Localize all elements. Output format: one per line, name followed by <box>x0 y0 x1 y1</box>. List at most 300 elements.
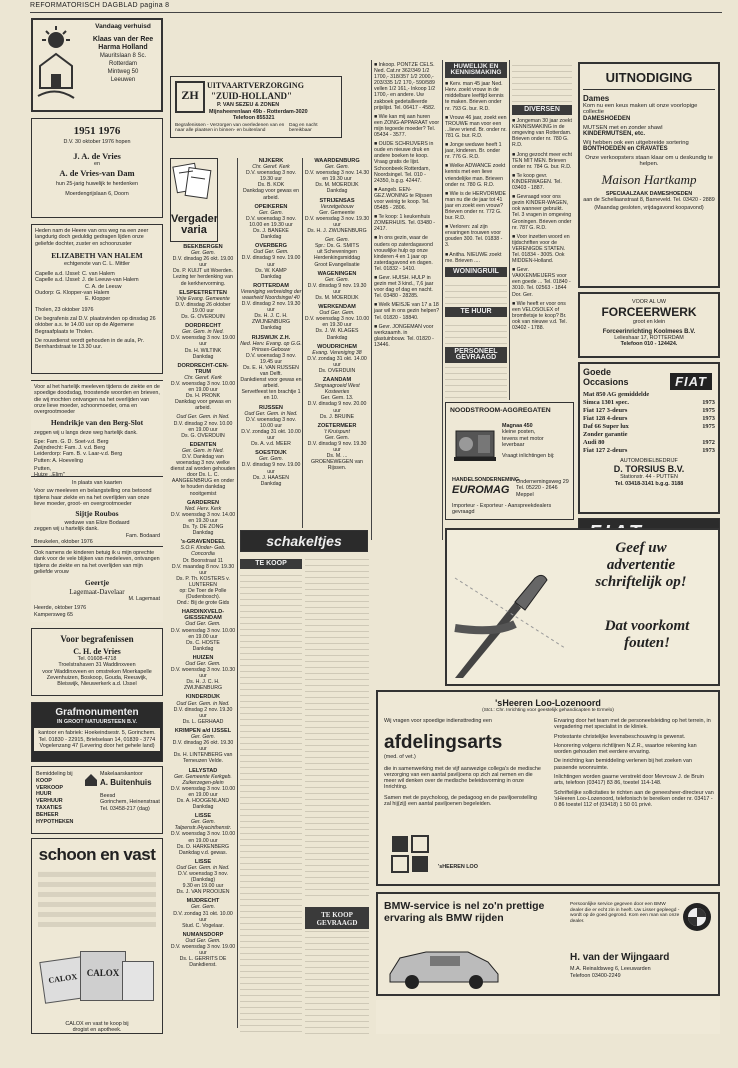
service-church: Chr. Geref. Kerk <box>252 164 290 171</box>
te-huur-text <box>445 320 507 344</box>
service-church: Ger. Gem. <box>324 164 350 171</box>
funeral-ad <box>31 628 163 696</box>
bodaard-place: Breukelen, oktober 1976 <box>34 539 93 546</box>
service-place: HARDINXVELD-GIESSENDAM <box>181 609 225 622</box>
anniv-name-1: J. A. de Vries <box>73 151 121 162</box>
woningruil-header: WONINGRUIL <box>445 267 507 277</box>
service-church: Ger. Gem. <box>258 456 284 463</box>
fiat-logo: FIAT <box>670 373 712 390</box>
huwelijk-header: HUWELIJK EN KENNISMAKING <box>445 62 507 78</box>
service-line: D.V. woensdag 3 nov. 19.30 uur <box>304 215 370 228</box>
service-church: Ned. Herv. Evang. op G.G. Prinses-Gebouw <box>240 340 302 353</box>
funeral-services-ad <box>170 76 342 138</box>
service-church: Oud Ger. Gem. in Ned. <box>244 410 298 417</box>
force-small: VOOR AL UW <box>632 299 666 305</box>
geef-l3: schriftelijk op! <box>595 574 687 590</box>
uitvaart-name: "ZUID-HOLLAND" <box>211 91 292 101</box>
geef-l5: fouten! <box>624 635 670 651</box>
geef-l4: Dat voorkomt <box>604 618 690 634</box>
service-line: Ds. A. HOOGENLAND <box>176 797 230 804</box>
uitvaart-note-2: Dag en nacht bereikbaar <box>289 123 318 134</box>
funeral-title: Voor begrafenissen <box>60 634 134 644</box>
vergader-header <box>170 158 218 242</box>
fiat-addr: Stationstr. 44 - PUTTEN <box>620 474 678 481</box>
service-entry <box>170 539 236 606</box>
service-line: Ds. P. KUIJT uit Woerden. <box>173 268 233 275</box>
geertje-name: Geertje <box>84 578 110 588</box>
service-church: Ger. Gem. in Ned. <box>182 329 224 336</box>
loo-right5: Inlichtingen worden gaarne verstrekt door Mevrouw J. de Bruin arts, telefoon (03417) 83 86, toestel 114-148. <box>554 774 704 787</box>
vergader-title: Vergader varia <box>171 213 219 236</box>
diversen-ad: ■ Jong gezocht meer echt TEN MIT MEN. Brieven onder nr. 784 G. bur. R.D. <box>512 151 572 170</box>
service-line: 9.30 en 19.00 uur <box>182 883 224 890</box>
service-line: Dankdag voor gewas en arbeid. <box>175 399 231 412</box>
bmw-car-icon <box>384 944 504 990</box>
classifieds-col-b <box>305 556 369 896</box>
calox-title: schoon en vast <box>38 845 156 864</box>
classified-ad: ■ In ons gezin, waar de ouders op zaterdagavond vrouwlijke hulp op onze kinderen 4 en 1 jaar op zaterdagavond en dagen. Tel. 01832 - 1410. <box>374 235 433 272</box>
bodaard-thanks: zeggen wij u hartelijk dank. <box>34 526 99 533</box>
buit-item-2: VERKOOP <box>36 784 63 791</box>
calox-footer-1: CALOX en vast te koop bij <box>65 1020 129 1027</box>
service-line: Ds. M. ... <box>326 453 348 460</box>
service-place: BEEKBERGEN <box>183 244 223 250</box>
fiat-occasion-row <box>583 439 715 447</box>
uitn-shop: SPECIAALZAAK DAMESHOEDEN <box>605 190 693 197</box>
classified-ad: ■ Gevr. HUISH. HULP in gezin met 3 kind., 7,6 jaar voor dag of dag en nacht. Tel. 03480 - 28285. <box>374 275 434 300</box>
col-rule-3 <box>371 60 372 540</box>
service-entry <box>304 198 370 235</box>
anniv-line: hun 25-jarig huwelijk te herdenken <box>55 180 139 187</box>
service-place: ZAANDAM <box>322 377 352 384</box>
classified-ad: ■ Te koop: 1 keukenhuis ZOMERHUIS. Tel. 03480 - 2417. <box>374 214 436 233</box>
fiat-car: Fiat 127 2-deurs <box>583 447 628 454</box>
service-entry <box>304 158 370 195</box>
calox-tube <box>122 961 154 1001</box>
thanks-geertje <box>31 546 163 622</box>
service-line: Dankdag <box>260 273 282 280</box>
service-line: Dankdag <box>192 645 214 652</box>
service-line: D.V. woensdag 3 nov. 19.45 uur <box>246 352 296 365</box>
zh-logo-icon: ZH <box>175 81 205 113</box>
nood-sub: Importeur - Exporteur - Aanspreekdealers gevraagd <box>452 503 552 516</box>
service-place: RIJSSEN <box>259 404 283 411</box>
service-entry <box>240 204 302 241</box>
loo-right4: De inrichting kan bemiddeling verlenen bij het zoeken van passende woonruimte. <box>554 758 692 771</box>
classified-ad: ■ Wie kan mij aan huren een ZONG-APPARAAT voor mijn tegoede moeder? Tel. 05434 - 3577. <box>374 113 440 139</box>
service-entry <box>170 728 236 765</box>
buit-addr: Beesd <box>100 793 116 799</box>
service-line: D.V. woensdag 3 nov. 14.30 en 19.30 uur <box>304 170 370 183</box>
fiat-title2: Occasions <box>583 377 629 387</box>
fiat-car: Simca 1301 spec. <box>583 399 629 406</box>
service-place: ROTTERDAM <box>253 282 289 289</box>
service-line: D.V. dinsdag 2 nov. 10.00 en 19.00 uur <box>173 420 233 433</box>
classifieds-col-4 <box>374 62 440 532</box>
service-place: NUMANSDORP <box>182 931 224 938</box>
obit-mail: De rouwdienst wordt gehouden in de aula, Pr. Bernhardstraat te 13.30 uur. <box>35 337 145 351</box>
fiat-dealer: D. TORSIUS B.V. <box>613 464 685 475</box>
anniv-years: 1951 1976 <box>73 125 121 137</box>
service-entry <box>170 898 236 928</box>
fiat-year: 1972 <box>702 439 715 446</box>
service-line: Dankdag <box>192 353 214 360</box>
service-line: Dankdag voor gewas en arbeid. <box>243 188 299 201</box>
te-huur-header: TE HUUR <box>445 307 507 317</box>
force-sub: groot en klein <box>632 319 666 326</box>
geef-advertentie-ad <box>445 528 720 686</box>
berg-family-4: Putten: A. Hoeveling <box>34 457 83 464</box>
obit-name: ELIZABETH VAN HALEM <box>51 250 143 260</box>
service-line: Ds. H. J. C. H. ZWIJNENBURG <box>183 679 223 692</box>
service-line: Ger. Gemeente <box>319 209 355 216</box>
classified-ad: ■ Welk MEISJE van 17 a 18 jaar wil in ons gezin helpen? Tel. 01820 - 18840. <box>374 302 440 321</box>
service-entry <box>240 405 302 448</box>
te-koop-gevraagd-header: TE KOOP GEVRAAGD <box>305 907 369 929</box>
fiat-tel: Tel. 03418-3141 b.g.g. 3188 <box>614 480 684 487</box>
service-church: Ger. Gem. <box>324 237 350 244</box>
service-place: WERKENDAM <box>318 304 356 311</box>
force-tel: Telefoon 010 - 124424. <box>620 341 678 348</box>
service-line: Ds. M. MOERDIJK <box>315 294 359 301</box>
te-koop-header: TE KOOP <box>240 559 302 569</box>
service-church: Vereniging verbreiding der waarheid Noordsingel 40 <box>240 288 302 301</box>
loo-desc2: Samen met de psycholoog, de pedagoog en de paviljoenstelling zal hij(zij) een aantal paviljoenen begeleiden. <box>384 794 537 808</box>
service-line: Ds. H. J. ZWIJNENBURG <box>307 228 367 235</box>
obit-intro: Heden nam de Heere van ons weg na een zeer langdurig doch geduldig gedragen lijden onze geliefde dochter, zuster en schoonzuster <box>35 228 149 247</box>
diversen-ad: ■ Wie heeft er voor ons een VELOSOLEX of bromfietsje te koop? Br. ook van nieuwe v.d. Tel. 03402 - 1788. <box>512 300 567 331</box>
service-line: Dankdag <box>260 325 282 332</box>
service-entry <box>304 237 370 267</box>
service-place: LELYSTAD <box>188 767 218 774</box>
graf-line-1: kantoor en fabriek: Hoekeindsestr. 5, Gorinchem. <box>38 730 156 737</box>
bodaard-name: Sijtje Roubos <box>75 509 119 519</box>
uitnodiging-ad <box>578 62 720 288</box>
service-line: Lezing ter herdenking van de kerkhervorming. <box>173 274 233 287</box>
service-line: Spr.: Ds. G. SMITS <box>314 243 360 250</box>
nood-line3: tevens met motor <box>502 435 544 442</box>
service-line: Ds. J. BANEKE <box>253 228 289 235</box>
bmw-text: Persoonlijke service gegeven door een BMW dealer die er echt zin in heeft. Uw Lisser gepleegd - wordt op de goed gegrond. Kom een man van onze dealer. <box>570 902 680 924</box>
uitvaart-title: UITVAARTVERZORGING <box>207 81 304 90</box>
service-place: DORDRECHT <box>185 323 221 330</box>
bmw-tel: Telefoon 03400-2249 <box>570 973 621 979</box>
uitn-line3: Wij hebben ook een uitgebreide sortering <box>583 139 689 146</box>
service-church: Ned. Herv. Kerk <box>184 505 222 512</box>
classifieds-col-c <box>305 930 369 1034</box>
funeral-name: C. H. de Vries <box>73 647 121 656</box>
service-place: GARDEREN <box>186 499 219 506</box>
buitenhuis-ad <box>31 766 163 834</box>
service-church: Ger. Gem. <box>190 904 216 911</box>
service-line: D.V. dinsdag 26 okt. 19.00 uur <box>172 256 234 269</box>
fiat-occasion-row <box>583 423 715 431</box>
geertje-street: Kampersweg 65 <box>34 611 73 618</box>
service-place: KINDERDIJK <box>185 694 221 701</box>
service-church: Oud Ger. Gem. <box>185 621 221 628</box>
service-entry <box>170 323 236 360</box>
service-place: RIJSWIJK Z.H. <box>251 334 291 341</box>
uitvaart-note: Begrafenissen - Verzorgen van overledenen van en naar alle plaatsen in binnen- en buitenland <box>175 123 285 134</box>
fiat-year: 1973 <box>702 415 715 422</box>
buit-name: A. Buitenhuis <box>100 778 152 787</box>
fiat-year: 1975 <box>702 407 715 414</box>
diversen-ad: ■ Voor inzetten woord en tijdschriften voor de VERENIGDE STATEN. Tel. 01834 - 3005. Ook MIDDEN-Holland. <box>512 233 570 265</box>
service-entry <box>170 290 236 320</box>
col-rule-5 <box>509 60 510 400</box>
service-line: Dankdag <box>326 334 348 341</box>
service-place: OPEIKEREN <box>254 203 288 210</box>
buit-item-6: BEHEER <box>36 811 59 818</box>
bmw-logo-icon <box>682 902 712 932</box>
fiat-occasions-ad <box>578 362 720 514</box>
diversen-ad: ■ Te koop gevr. KINDERWAGEN. Tel. 03403 - 1887. <box>512 172 562 192</box>
berg-intro: Voor al het hartelijk meeleven tijdens de ziekte en de spoedige doodsdag, troostende woorden en brieven, die wij mochten ontvangen na het overlijden van onze lieve moeder, schoonmoeder, oma en overgrootmoeder <box>34 384 160 416</box>
service-line: D.V. woensdag 3 nov. 10.00 en 19.30 uur <box>246 215 296 228</box>
service-line: D.V. zondag 31 okt. 10.00 uur <box>173 910 233 923</box>
service-church: Oud Ger. Gem. in Ned. <box>176 864 230 871</box>
funeral-addr: Troelstrahaven 31 Waddinxveen <box>58 662 136 669</box>
classified-ad: ■ Aangeb. EEN-GEZ.WONING te Rijssen voor weinig te koop. Tel. 05485 - 2806. <box>374 186 433 212</box>
service-church: Singraagroeid West Kosteeries <box>314 383 360 396</box>
service-entry <box>170 500 236 537</box>
service-church: Oud Ger. Gem. <box>253 249 289 256</box>
noodstroom-ad <box>445 402 574 520</box>
berg-thanks: zeggen wij u langs deze weg hartelijk dank. <box>34 430 138 437</box>
uitn-brand: Maison Hartkamp <box>601 171 697 187</box>
obit-relative-1: Capelle a.d. IJssel: C. van Halem <box>35 271 115 278</box>
service-line: D.V. dinsdag 2 nov. 19.30 uur <box>173 706 233 719</box>
fiat-occasion-row <box>583 415 715 423</box>
service-line: Ds. J. HAASEN <box>252 474 290 481</box>
bmw-dealer: H. van der Wijngaard <box>570 952 670 963</box>
nood-title: NOODSTROOM-AGGREGATEN <box>450 407 551 414</box>
buit-addr-2: Gorinchem, Heinenstraat <box>100 799 160 806</box>
fiat-occasion-row <box>583 399 715 407</box>
service-line: Dr. Boonstraat 11 <box>183 557 223 564</box>
service-entry <box>170 363 236 412</box>
anniv-and: en <box>94 161 100 168</box>
uitvaart-addr: Mijnsheerenlaan 49b - Rotterdam-3020 <box>209 109 308 115</box>
buit-item-0: Bemiddeling bij <box>36 771 73 777</box>
service-entry <box>170 609 236 652</box>
moving-name-1: Klaas van der Ree <box>92 36 154 43</box>
forceerwerk-ad <box>578 292 720 358</box>
service-church: Oud Ger. Gem. <box>319 310 355 317</box>
fiat-year: 1975 <box>702 423 715 430</box>
service-line: Ds. J. BRUINE <box>319 413 355 420</box>
huwelijk-ad: ■ Anitha. NIEUWE zoekt me. Brieven .... <box>445 251 502 264</box>
service-line: Ds. E. H. VAN RIJSSEN van Delft. <box>243 365 299 378</box>
thanks-bodaard <box>31 476 163 546</box>
obit-relative-2: Capelle a.d. IJssel: J. de Leeuw-van Halem <box>35 277 139 284</box>
huwelijk-ad: ■ Welke ADWANCE zoekt kennis met een lieve vriendelijke man. Brieven onder nr. 780 G. R.D. <box>445 163 506 188</box>
uitn-sub2: DAMESHOEDEN <box>583 115 631 122</box>
fiat-car: Fiat 128 4-deurs <box>583 415 628 422</box>
berg-family-2: Zwijndrecht: Fam. J. v.d. Berg <box>34 445 106 452</box>
buit-title: Makelaarskantoor <box>100 771 143 777</box>
loo-role: afdelingsarts <box>384 732 503 754</box>
service-entry <box>170 655 236 692</box>
nood-line2: kleine posten, <box>502 429 536 436</box>
geertje-place: Heerde, oktober 1976 <box>34 605 87 612</box>
uitn-line4: Onze verkoopsters staan klaar om u deskundig te helpen. <box>585 155 713 168</box>
loo-right2: Protestante christelijke levensbeschouwing is gewenst. <box>554 733 686 740</box>
nood-ask: Vraagt inlichtingen bij: <box>502 453 555 459</box>
service-line: D.V. woensdag 3 nov. 10.00 en 19.00 uur <box>170 627 236 640</box>
service-church: Ger. Gem. Talpenstr./Hyacinthenstr. <box>174 819 232 832</box>
empty-footer-area <box>376 1000 720 1034</box>
fiat-car: Daf 66 Super lux <box>583 423 629 430</box>
service-line: D.V. dinsdag 9 nov. 19.00 uur <box>241 462 301 475</box>
uitn-sub4: BONTHOEDEN en CRAVATES <box>583 146 668 153</box>
service-entry <box>170 859 236 896</box>
fiat-title1: Goede <box>583 367 612 377</box>
calox-package-2 <box>80 951 126 1001</box>
woningruil-text <box>445 280 507 304</box>
service-church: S.O.F. Kinder- Geb. Concordia <box>180 545 226 558</box>
obit-relative-4: Oudorp: G. Klopper-van Halem <box>35 290 110 297</box>
service-place: LISSE <box>194 858 212 865</box>
calendar-cards-icon <box>171 159 217 209</box>
fiat-occasion-row <box>583 391 715 399</box>
anniv-name-2: A. de Vries-van Dam <box>59 167 135 178</box>
service-line: D.V. woensdag 3 nov. 19.00 uur <box>170 335 236 348</box>
service-entry <box>240 243 302 280</box>
loo-role-sub: (med. of vet.) <box>384 754 416 761</box>
obit-sub: echtgenote van C. L. Mittler <box>64 260 130 267</box>
bodaard-intro: Voor uw meeleven en belangstelling ons betoond tijdens haar ziekte en na het overlijden van onze lieve moeder, groot- en overgrootmoeder <box>34 488 152 507</box>
schakeltjes-title: schakeltjes <box>266 533 342 549</box>
loo-sub: (Stct.: Chr. Inrichting voor geestelijk gehandicapten te Ermelo) <box>482 708 614 713</box>
uitn-title: UITNODIGING <box>583 70 715 90</box>
loo-right3: Honorering volgens richtlijnen N.Z.R., waartoe rekening kan worden gehouden met eerdere ervaring. <box>554 742 697 756</box>
service-place: ZOETERMEER <box>317 422 357 429</box>
service-line: Ds. H. J. C. H. ZWIJNENBURG <box>251 313 291 326</box>
bodaard-fam: Fam. Bodaard <box>125 532 160 539</box>
top-rule <box>30 12 722 13</box>
service-line: Ds. B. KOK <box>257 182 285 189</box>
service-place: KRIMPEN a/d IJSSEL <box>174 727 232 734</box>
service-church: Ger. Gem. in Ned. <box>182 447 224 454</box>
service-church: Ger. Gem. <box>258 209 284 216</box>
service-line: D.V. dinsdag 9 nov. 19.30 uur <box>307 441 367 454</box>
buit-tel: Tel. 03458-217 (dag) <box>100 805 150 812</box>
fiat-occasion-row <box>583 447 715 455</box>
buit-item-7: HYPOTHEKEN <box>36 818 74 825</box>
classifieds-text-a <box>240 572 302 1032</box>
service-line: Ds. G. OVERDUIN <box>181 314 225 321</box>
service-church: Oud Ger. Gem. in Ned. <box>176 414 230 421</box>
huwelijk-ad: ■ Vrouw 46 jaar, zoekt een TROUWE man voor een ...lieve vriend. Br. onder nr. 781 G. bur. R.D. <box>445 114 507 139</box>
loo-desc: die in samenwerking met de vijf aanwezige collega's de medische verzorging van een aantal paviljoens op zich zal nemen en die meer wil denken over de medische beleidsvorming in onze Inrichting. <box>384 765 541 791</box>
anniv-date: D.V. 30 oktober 1976 hopen <box>63 139 131 145</box>
uitn-line2: MUTSEN met en zonder shawl <box>583 124 663 131</box>
service-line: D.V. Dankdag van woensdag 3 nov. welke dienst zal worden gehouden door Ds. L. C. AANGEENBRUG en onder te houden dankdag <box>170 454 236 491</box>
service-line: D.V. woensdag 3 nov. (Dankdag) <box>178 871 228 884</box>
service-church: Oud Ger. Gem. in Ned. <box>176 700 230 707</box>
service-church: 't Kruispunt <box>324 428 350 435</box>
service-line: D.V. dinsdag 26 okt. 19.30 uur <box>172 740 234 753</box>
service-line: Ds. W. KAMP <box>255 267 287 274</box>
geef-l1: Geef uw <box>615 540 667 556</box>
service-line: uit Scheveningen <box>317 249 357 256</box>
service-church: Ger. Gem. <box>190 734 216 741</box>
service-line: D.V. dinsdag 26 oktober 19.00 uur <box>175 301 231 314</box>
service-place: 's-GRAVENDEEL <box>180 539 226 546</box>
huwelijk-ad: ■ Jonge weduwe heeft 1 jaar, kinderen. Br. onder nr. 776 G. R.D. <box>445 142 502 161</box>
service-line: Ds. A. v.d. MEER <box>251 441 291 448</box>
service-line: D.V. dinsdag 9 nov. 20.00 uur <box>307 401 367 414</box>
classified-ad: ■ Gevr. JONGEMAN voor werkzaamh. in glastuinbouw. Tel. 01820 - 13446. <box>374 323 434 348</box>
fiat-car: Zonder garantie <box>583 431 628 438</box>
service-entry <box>304 304 370 341</box>
church-col-1 <box>170 244 236 1034</box>
calox-ad <box>31 838 163 1034</box>
service-line: Ds. L. GERHAAD <box>182 718 224 725</box>
loo-right1: Ervaring door het team met de personeelsleiding op het terrein, in vergadering met specialist in de kliniek. <box>554 718 711 731</box>
service-line: Ger. Gem. <box>325 434 349 441</box>
berg-name: Hendrikje van den Berg-Slot <box>50 418 144 428</box>
calox-footer-2: drogist en apotheek. <box>72 1026 122 1033</box>
geef-l2: advertentie <box>606 557 676 573</box>
funeral-lines: voor Waddinxveen en omstreken Moerkapelle Zevenhuizen, Boskoop, Gouda, Reeuwijk, Bleiswijk, Nieuwerkerk a.d. IJssel <box>42 668 152 688</box>
diversen-ad: ■ Jongeman 30 jaar zoekt KENNISMAKING in de omgeving van Rotterdam. Brieven onder nr. 780 G. R.D. <box>512 118 572 149</box>
service-entry <box>170 813 236 856</box>
service-place: OVERBERG <box>254 243 287 250</box>
classifieds-col-a <box>240 556 302 1034</box>
service-place: SOESTDIJK <box>255 450 287 457</box>
service-line: Dankdag <box>192 804 214 811</box>
service-line: Ds. C. HOSTE <box>186 639 220 646</box>
service-place: MIJDRECHT <box>186 898 220 905</box>
service-church: Ger. Gem. <box>190 250 216 257</box>
service-entry <box>240 335 302 402</box>
force-addr: Lelieshaar 17, ROTTERDAM <box>614 334 684 341</box>
service-line: Dankdag <box>260 480 282 487</box>
moving-notice <box>31 18 163 112</box>
berg-family-1: Epe: Fam. G. D. Soet-v.d. Berg <box>34 438 109 445</box>
service-line: D.V. woensdag 3 nov. 10.00 en 19.00 uur <box>170 380 236 394</box>
fiat-occasion-row <box>583 431 715 439</box>
thanks-berg <box>31 380 163 472</box>
col-rule-1 <box>237 158 238 1028</box>
grafmonument-ad <box>31 702 163 762</box>
uitn-sub1: Dames <box>583 94 610 103</box>
obit-relative-3: C. A. de Leeuw <box>85 283 122 290</box>
service-line: Ds. D. HARKENBERG <box>176 843 230 850</box>
service-entry <box>304 271 370 301</box>
service-line: D.V. woensdag 3 nov. 10.00 en 19.00 uur <box>170 785 236 798</box>
service-line: GROENEWEGEN van Rijssen. <box>311 459 363 472</box>
service-line: op: De Toer de Polle (Oudenbosch). <box>179 587 227 601</box>
moving-name-2: Harma Holland <box>98 44 148 51</box>
service-line: Herdenkingsmiddag <box>313 255 361 262</box>
service-line: D.V. woensdag 3 nov. 19.00 uur <box>170 944 236 957</box>
anniversary-notice <box>31 118 163 218</box>
service-line: Ds. M. MOERDIJK <box>315 182 359 189</box>
house-logo-icon <box>84 773 98 787</box>
berg-family-3: Leiderdorp: Fam. B. v. Laar-v.d. Berg <box>34 451 123 458</box>
service-line: Dankdag <box>192 530 214 537</box>
service-line: Dankdag <box>260 234 282 241</box>
calox-brand-1: CALOX <box>47 972 78 985</box>
berg-place: Putten, <box>34 465 52 472</box>
service-entry <box>240 283 302 332</box>
service-line: nooitgemist <box>189 490 217 497</box>
service-line: D.V. maandag 8 nov. 19.30 uur <box>171 563 235 576</box>
bodaard-title: In plaats van kaarten <box>71 480 123 486</box>
